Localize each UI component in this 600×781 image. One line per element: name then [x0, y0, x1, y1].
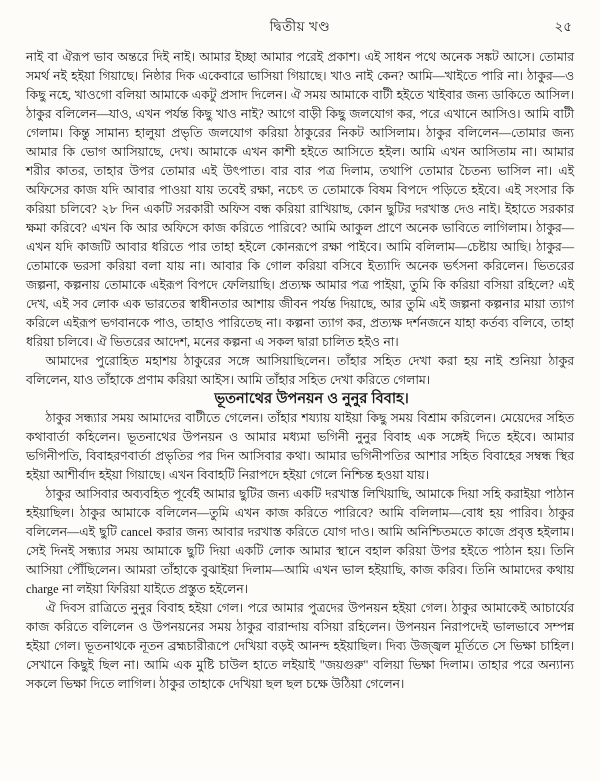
page-header — [26, 16, 574, 38]
page-number: ২৫ — [554, 19, 572, 34]
paragraph-1: নাই বা ঐরূপ ভাব অন্তরে দিই নাই। আমার ইচ্ছা আমার পরেই প্রকাশ। এই সাধন পথে অনেক সঙ্কট আসে। তোমার সমর্থ নই হইয়া গিয়াছে। নিষ্ঠার দিক একেবারে ভাসিয়া গিয়াছে। খাও নাই কেন? আমি—খাইতে পারি না। ঠাকুর—ও কিছু নহে, খাওগো বলিয়া আমাকে একটু প্রসাদ দিলেন। ঐ সময় আমাকে বাটী হইতে খাইবার জন্য ডাকিতে আসিল। ঠাকুর বলিলেন—যাও, এখন পর্যন্ত কিছু খাও নাই? আগে বাড়ী কিছু জলযোগ কর, পরে এখানে আসিও। আমি বাটী গেলাম। কিন্তু সামান্য হালুয়া প্রভৃতি জলযোগ করিয়া ঠাকুরের নিকট আসিলাম। ঠাকুর বলিলেন—তোমার জন্য আমার কি ভোগ আসিয়াছে, দেখ। আমাকে এখন কাশী হইতে আসিতে হইল। আমি এখন আসিতাম না। আমার শরীর কাতর, তাহার উপর তোমার এই উৎপাত। বার বার পত্র দিলাম, তথাপি তোমার চৈতন্য ভাসিল না। এই অফিসের কাজ যদি আবার পাওয়া যায় তবেই রক্ষা, নচেৎ ত তোমাকে বিষম বিপদে পড়িতে হইবে। এই সংসার কি করিয়া চলিবে? ২৮ দিন একটি সরকারী অফিস বন্ধ করিয়া রাখিয়াছ, কোন ছুটির দরখাস্ত দেও নাই। ইহাতে সরকার ক্ষমা করিবে? এখন কি আর অফিসে কাজ করিতে পারিবে? আমি আকুল প্রাণে অনেক ভাবিতে লাগিলাম। ঠাকুর—এখন যদি কাজটি আবার ধরিতে পার তাহা হইলে কোনরূপে রক্ষা পাইবে। আমি বলিলাম—চেষ্টায় আছি। ঠাকুর—তোমাকে ভরসা করিয়া বলা যায় না। আবার কি গোল করিয়া বসিবে ইত্যাদি অনেক ভর্ৎসনা করিলেন। ভিতরের জল্পনা, কল্পনায় তোমাকে এইরূপ বিপদে ফেলিয়াছি। প্রত্যক্ষ আমার পত্র পাইয়া, তুমি কি করিয়া বসিয়া রহিলে? এই দেখ, এই সব লোক এক ভারতের স্বাধীনতার আশায় জীবন পর্যন্ত দিয়াছে, আর তুমি এই জল্পনা কল্পনার মায়া ত্যাগ করিলে এইরূপ ভগবানকে পাও, তাহাও পারিতেছ না। কল্পনা ত্যাগ কর, প্রত্যক্ষ দর্শনজনে যাহা কর্তব্য বলিবে, তাহা ধরিয়া চলিবে। ঐ ভিতরের আদেশ, মনের কল্পনা এ সকল দ্বারা চালিত হইও না। — [26, 50, 574, 349]
paragraph-2: আমাদের পুরোহিত মহাশয় ঠাকুরের সঙ্গে আসিয়াছিলেন। তাঁহার সহিত দেখা করা হয় নাই শুনিয়া ঠাকুর বলিলেন, যাও তাঁহাকে প্রণাম করিয়া আইস। আমি তাঁহার সহিত দেখা করিতে গেলাম। — [26, 354, 574, 387]
paragraph-3: ঠাকুর সন্ধ্যার সময় আমাদের বাটীতে গেলেন। তাঁহার শয্যায় যাইয়া কিছু সময় বিশ্রাম করিলেন। মেয়েদের সহিত কথাবার্তা কহিলেন। ভূতনাথের উপনয়ন ও আমার মধ্যমা ভগিনী নুনুর বিবাহ এক সঙ্গেই দিতে হইবে। আমার ভগিনীপতি, বিবাহরণবার্তা প্রভৃতির পর দিন আসিবার কথা। আমার ভগিনীপতির আশার সহিত বিবাহের সম্বন্ধ স্থির হইয়া আশীর্বাদ হইয়া গিয়াছে। এখন বিবাহটি নিরাপদে হইয়া গেলে নিশ্চিন্ত হওয়া যায়। — [26, 411, 574, 482]
paragraph-4: ঠাকুর আসিবার অব্যবহিত পূর্বেই আমার ছুটির জন্য একটি দরখাস্ত লিখিয়াছি, আমাকে দিয়া সহি করাইয়া পাঠান হইয়াছিল। ঠাকুর আমাকে বলিলেন—তুমি এখন কাজ করিতে পারিবে? আমি বলিলাম—বোধ হয় পারিব। ঠাকুর বলিলেন—এই ছুটি cancel করার জন্য আবার দরখাস্ত করিতে যোগ দাও। আমি অনিশ্চিতমতে কাজে প্রবৃত্ত হইলাম। সেই দিনই সন্ধ্যার সময় আমাকে ছুটি দিয়া একটি লোক আমার স্থানে বহাল করিয়া উপর হইতে পাঠান হয়। তিনি আসিয়া পৌঁছিলেন। আমরা তাঁহাকে বুঝাইয়া দিলাম—আমি এখন ভাল হইয়াছি, কাজ করিব। তিনি আমাদের কথায় charge না লইয়া ফিরিয়া যাইতে প্রস্তুত হইলেন। — [26, 487, 574, 596]
section-heading: ভূতনাথের উপনয়ন ও নুনুর বিবাহ। — [214, 391, 409, 407]
volume-title: দ্বিতীয় খণ্ড — [269, 19, 331, 34]
paragraph-5: ঐ দিবস রাত্রিতে নুনুর বিবাহ হইয়া গেল। পরে আমার পুত্রদের উপনয়ন হইয়া গেল। ঠাকুর আমাকেই আচার্যের কাজ করিতে বলিলেন ও উপনয়নের সময় ঠাকুর বারান্দায় বসিয়া রহিলেন। উপনয়ন নিরাপদেই ভালভাবে সম্পন্ন হইয়া গেল। ভূতনাথকে নূতন ব্রহ্মচারীরূপে দেখিয়া বড়ই আনন্দ হইয়াছিল। দিব্য উজ্জ্বল মূর্তিতে সে ভিক্ষা চাহিল। সেখানে কিছুই ছিল না। আমি এক মুষ্টি চাউল হাতে লইয়াই "জয়গুরু" বলিয়া ভিক্ষা দিলাম। তাহার পরে অন্যান্য সকলে ভিক্ষা দিতে লাগিল। ঠাকুর তাহাকে দেখিয়া ছল ছল চক্ষে উঠিয়া গেলেন। — [26, 601, 574, 691]
body-text — [26, 48, 574, 694]
